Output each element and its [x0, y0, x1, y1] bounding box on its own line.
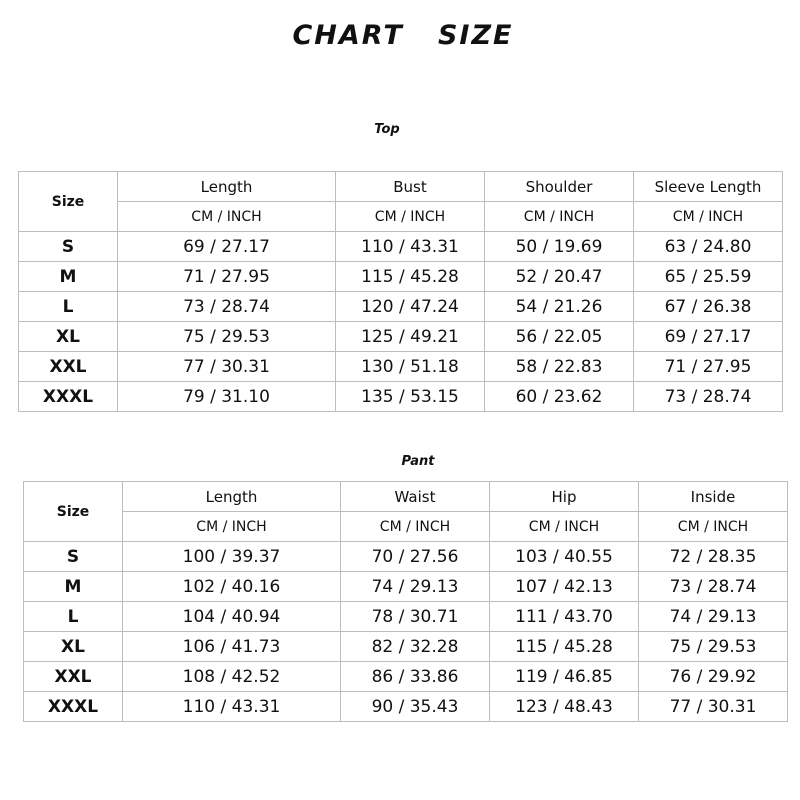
measurement-cell: 58 / 22.83	[485, 352, 634, 382]
size-cell: L	[19, 292, 118, 322]
measurement-cell: 72 / 28.35	[639, 542, 788, 572]
measurement-cell: 86 / 33.86	[341, 662, 490, 692]
measurement-cell: 90 / 35.43	[341, 692, 490, 722]
header-row	[19, 172, 783, 202]
column-header: Hip	[490, 482, 639, 512]
measurement-cell: 125 / 49.21	[336, 322, 485, 352]
measurement-cell: 78 / 30.71	[341, 602, 490, 632]
column-header: Shoulder	[485, 172, 634, 202]
measurement-cell: 120 / 47.24	[336, 292, 485, 322]
measurement-cell: 135 / 53.15	[336, 382, 485, 412]
unit-row	[19, 202, 783, 232]
size-column-header: Size	[24, 482, 123, 542]
column-header: Inside	[639, 482, 788, 512]
size-cell: XL	[24, 632, 123, 662]
unit-label: CM / INCH	[490, 512, 639, 542]
measurement-cell: 69 / 27.17	[118, 232, 336, 262]
measurement-cell: 77 / 30.31	[118, 352, 336, 382]
column-header: Length	[123, 482, 341, 512]
measurement-cell: 70 / 27.56	[341, 542, 490, 572]
size-cell: S	[24, 542, 123, 572]
measurement-cell: 73 / 28.74	[634, 382, 783, 412]
measurement-cell: 76 / 29.92	[639, 662, 788, 692]
table-row	[19, 322, 783, 352]
size-cell: S	[19, 232, 118, 262]
size-cell: XXL	[24, 662, 123, 692]
table-row	[19, 382, 783, 412]
measurement-cell: 63 / 24.80	[634, 232, 783, 262]
unit-label: CM / INCH	[639, 512, 788, 542]
table-row	[24, 542, 788, 572]
chart-title: CHART SIZE	[292, 20, 514, 51]
size-cell: XXXL	[24, 692, 123, 722]
column-header: Waist	[341, 482, 490, 512]
unit-label: CM / INCH	[485, 202, 634, 232]
table-row	[24, 572, 788, 602]
size-cell: XXXL	[19, 382, 118, 412]
table-row	[19, 352, 783, 382]
column-header: Sleeve Length	[634, 172, 783, 202]
pant-size-table	[23, 481, 788, 722]
size-cell: XXL	[19, 352, 118, 382]
size-cell: M	[24, 572, 123, 602]
measurement-cell: 110 / 43.31	[336, 232, 485, 262]
measurement-cell: 60 / 23.62	[485, 382, 634, 412]
unit-label: CM / INCH	[123, 512, 341, 542]
measurement-cell: 108 / 42.52	[123, 662, 341, 692]
pant-section-title: Pant	[401, 454, 435, 469]
unit-label: CM / INCH	[336, 202, 485, 232]
table-row	[24, 662, 788, 692]
measurement-cell: 65 / 25.59	[634, 262, 783, 292]
measurement-cell: 82 / 32.28	[341, 632, 490, 662]
measurement-cell: 102 / 40.16	[123, 572, 341, 602]
measurement-cell: 69 / 27.17	[634, 322, 783, 352]
measurement-cell: 54 / 21.26	[485, 292, 634, 322]
table-row	[24, 602, 788, 632]
measurement-cell: 107 / 42.13	[490, 572, 639, 602]
size-cell: XL	[19, 322, 118, 352]
measurement-cell: 74 / 29.13	[341, 572, 490, 602]
measurement-cell: 71 / 27.95	[118, 262, 336, 292]
top-section-title: Top	[374, 122, 400, 137]
measurement-cell: 123 / 48.43	[490, 692, 639, 722]
column-header: Length	[118, 172, 336, 202]
table-row	[24, 632, 788, 662]
measurement-cell: 73 / 28.74	[639, 572, 788, 602]
measurement-cell: 110 / 43.31	[123, 692, 341, 722]
measurement-cell: 67 / 26.38	[634, 292, 783, 322]
unit-label: CM / INCH	[118, 202, 336, 232]
measurement-cell: 75 / 29.53	[639, 632, 788, 662]
measurement-cell: 100 / 39.37	[123, 542, 341, 572]
measurement-cell: 104 / 40.94	[123, 602, 341, 632]
measurement-cell: 115 / 45.28	[336, 262, 485, 292]
measurement-cell: 71 / 27.95	[634, 352, 783, 382]
measurement-cell: 74 / 29.13	[639, 602, 788, 632]
measurement-cell: 119 / 46.85	[490, 662, 639, 692]
size-cell: L	[24, 602, 123, 632]
measurement-cell: 73 / 28.74	[118, 292, 336, 322]
measurement-cell: 50 / 19.69	[485, 232, 634, 262]
column-header: Bust	[336, 172, 485, 202]
measurement-cell: 75 / 29.53	[118, 322, 336, 352]
top-size-table	[18, 171, 783, 412]
unit-row	[24, 512, 788, 542]
measurement-cell: 52 / 20.47	[485, 262, 634, 292]
measurement-cell: 106 / 41.73	[123, 632, 341, 662]
table-row	[19, 232, 783, 262]
unit-label: CM / INCH	[634, 202, 783, 232]
measurement-cell: 79 / 31.10	[118, 382, 336, 412]
table-row	[24, 692, 788, 722]
measurement-cell: 56 / 22.05	[485, 322, 634, 352]
size-column-header: Size	[19, 172, 118, 232]
table-row	[19, 292, 783, 322]
unit-label: CM / INCH	[341, 512, 490, 542]
measurement-cell: 115 / 45.28	[490, 632, 639, 662]
header-row	[24, 482, 788, 512]
measurement-cell: 103 / 40.55	[490, 542, 639, 572]
measurement-cell: 111 / 43.70	[490, 602, 639, 632]
measurement-cell: 77 / 30.31	[639, 692, 788, 722]
table-row	[19, 262, 783, 292]
measurement-cell: 130 / 51.18	[336, 352, 485, 382]
size-cell: M	[19, 262, 118, 292]
